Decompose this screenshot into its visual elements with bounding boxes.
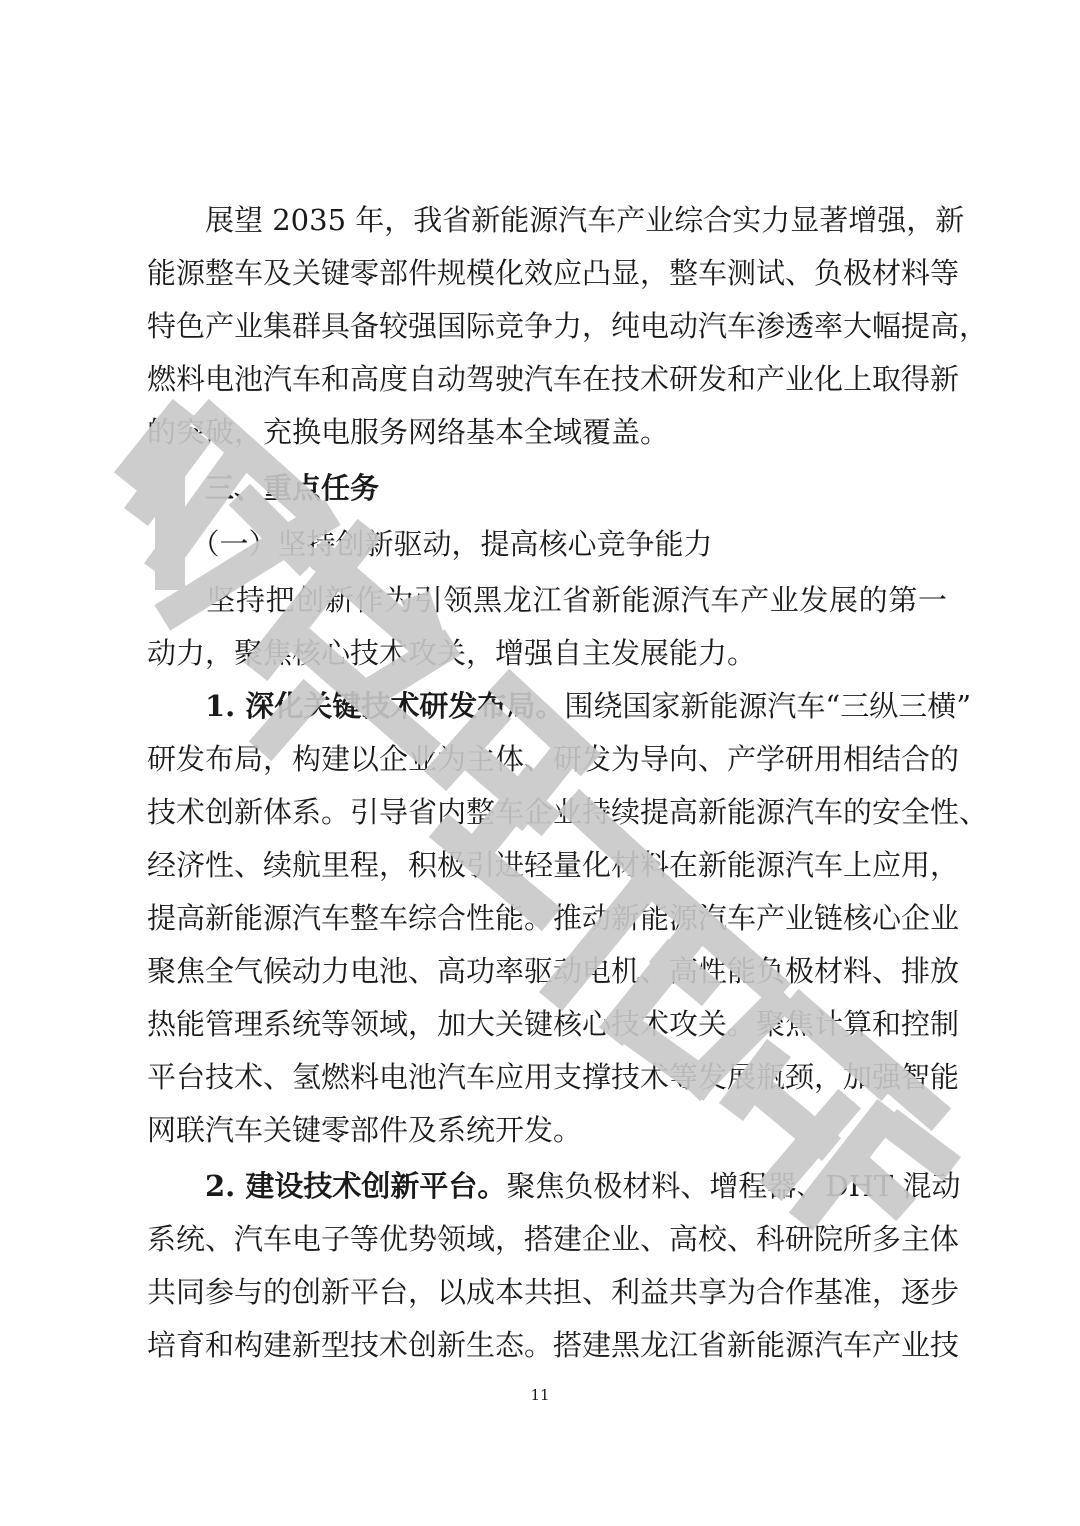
para2-line-1: 坚持把创新作为引领黑龙江省新能源汽车产业发展的第一 bbox=[147, 583, 947, 617]
subsection-heading: （一）坚持创新驱动，提高核心竞争能力 bbox=[147, 527, 713, 561]
item1-title: 1. 深化关键技术研发布局。 bbox=[147, 689, 565, 723]
para2-line-2: 动力，聚焦核心技术攻关，增强自主发展能力。 bbox=[147, 636, 757, 670]
item2-line-2: 系统、汽车电子等优势领域，搭建企业、高校、科研院所多主体 bbox=[147, 1222, 960, 1256]
item1-line-8: 平台技术、氢燃料电池汽车应用支撑技术等发展瓶颈，加强智能 bbox=[147, 1060, 960, 1094]
para1-line-2: 能源整车及关键零部件规模化效应凸显，整车测试、负极材料等 bbox=[147, 256, 960, 290]
para1-line-3: 特色产业集群具备较强国际竞争力，纯电动汽车渗透率大幅提高， bbox=[147, 309, 989, 343]
item1-line-4: 经济性、续航里程，积极引进轻量化材料在新能源汽车上应用， bbox=[147, 848, 960, 882]
item1-line-7: 热能管理系统等领域，加大关键核心技术攻关。聚焦计算和控制 bbox=[147, 1007, 960, 1041]
item1-line-3: 技术创新体系。引导省内整车企业持续提高新能源汽车的安全性、 bbox=[147, 795, 989, 829]
item2-first-rest: 聚焦负极材料、增程器、DHT 混动 bbox=[506, 1169, 961, 1203]
item2-line-3: 共同参与的创新平台，以成本共担、利益共享为合作基准，逐步 bbox=[147, 1275, 960, 1309]
item1-line-6: 聚焦全气候动力电池、高功率驱动电机、高性能负极材料、排放 bbox=[147, 954, 960, 988]
item1-first-rest: 围绕国家新能源汽车“三纵三横” bbox=[564, 689, 972, 723]
item1-line-9: 网联汽车关键零部件及系统开发。 bbox=[147, 1113, 583, 1147]
para1-line-4: 燃料电池汽车和高度自动驾驶汽车在技术研发和产业化上取得新 bbox=[147, 362, 960, 396]
item1-line-2: 研发布局，构建以企业为主体、研发为导向、产学研用相结合的 bbox=[147, 742, 960, 776]
item1-line-5: 提高新能源汽车整车综合性能。推动新能源汽车产业链核心企业 bbox=[147, 901, 960, 935]
section-heading: 三、重点任务 bbox=[147, 471, 380, 505]
para1-line-1: 展望 2035 年，我省新能源汽车产业综合实力显著增强，新 bbox=[147, 203, 965, 237]
item2-line-4: 培育和构建新型技术创新生态。搭建黑龙江省新能源汽车产业技 bbox=[147, 1328, 960, 1362]
para1-line-5: 的突破，充换电服务网络基本全域覆盖。 bbox=[147, 415, 670, 449]
page-number: 11 bbox=[530, 1386, 550, 1404]
item2-title: 2. 建设技术创新平台。 bbox=[147, 1169, 507, 1203]
